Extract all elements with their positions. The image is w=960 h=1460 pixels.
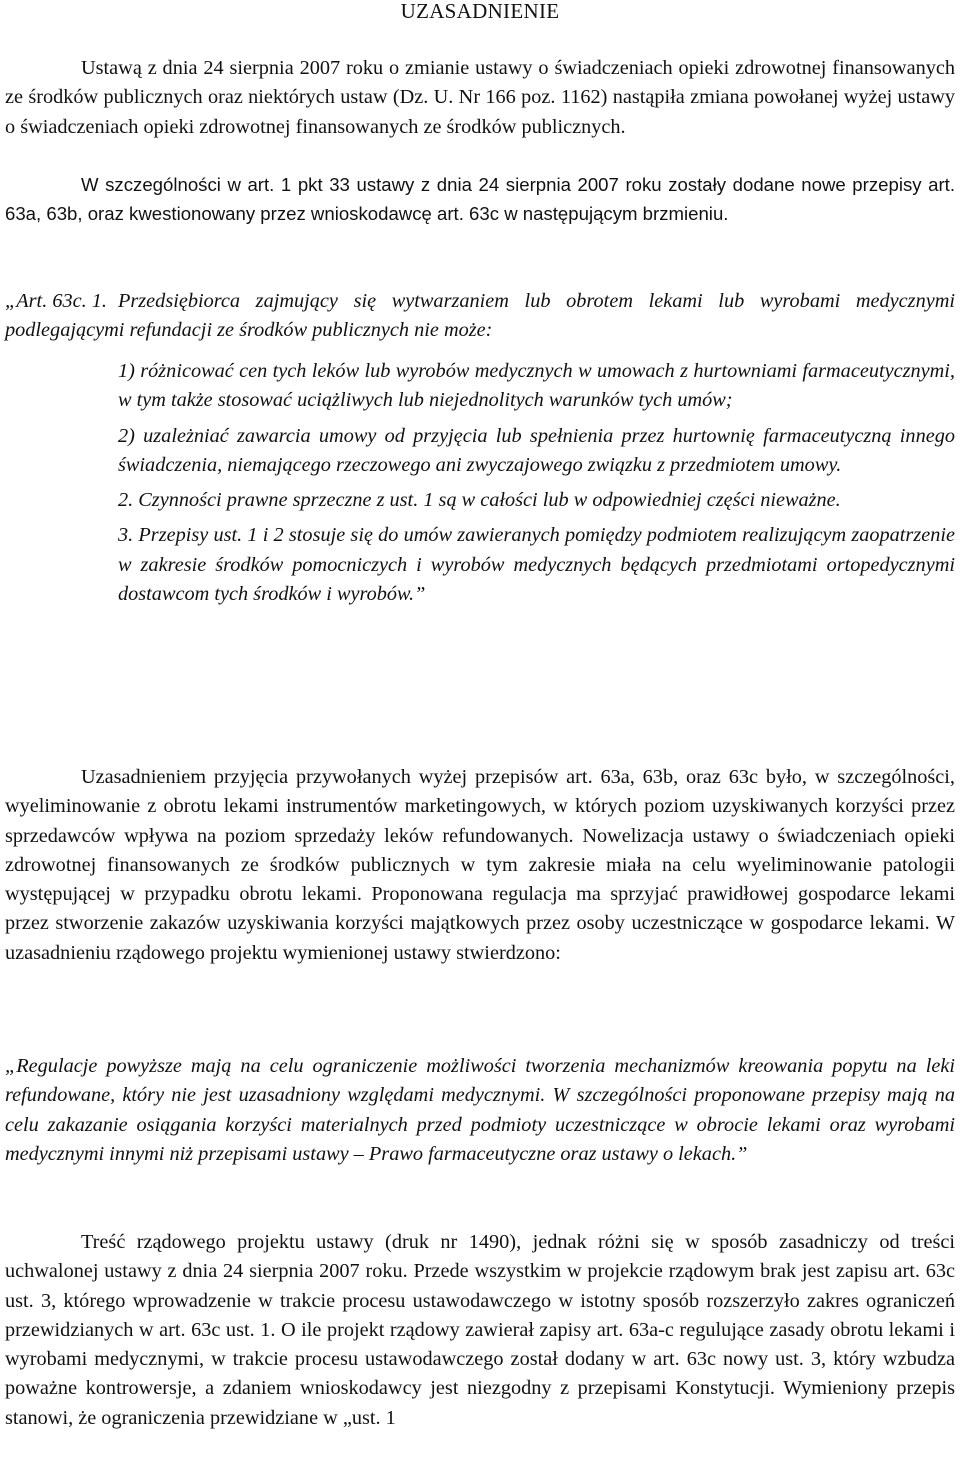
amendment-paragraph: W szczególności w art. 1 pkt 33 ustawy z dnia 24 sierpnia 2007 roku zostały dodane nowe przepisy art. 63a, 63b, oraz kwestionowany przez wnioskodawcę art. 63c w następującym brzmieniu. <box>5 174 955 225</box>
government-quote-title: Prawo farmaceutyczne oraz ustawy o lekach.” <box>368 1142 748 1165</box>
article-63c-items <box>118 357 955 609</box>
justification-paragraph: Uzasadnieniem przyjęcia przywołanych wyżej przepisów art. 63a, 63b, oraz 63c było, w szczególności, wyeliminowanie z obrotu lekami instrumentów marketingowych, w których poziom uzyskiwanych korzyści przez sprzedawców wpływa na poziom sprzedaży leków refundowanych. Nowelizacja ustawy o świadczeniach opieki zdrowotnej finansowanych ze środków publicznych w tym zakresie miała na celu wyeliminowanie patologii występującej w przypadku obrotu lekami. Proponowana regulacja ma sprzyjać prawidłowej gospodarce lekami przez stworzenie zakazów uzyskiwania korzyści majątkowych przez osoby uczestniczące w gospodarce lekami. W uzasadnieniu rządowego projektu wymienionej ustawy stwierdzono: <box>5 766 955 964</box>
government-quote-paragraph <box>5 1052 955 1169</box>
article-63c-ust-2: 2. Czynności prawne sprzeczne z ust. 1 są w całości lub w odpowiedniej części nieważne. <box>118 489 841 512</box>
document-heading: UZASADNIENIE <box>400 0 560 23</box>
article-63c-ust-3: 3. Przepisy ust. 1 i 2 stosuje się do umów zawieranych pomiędzy podmiotem realizującym zaopatrzenie w zakresie środków pomocniczych i wyrobów medycznych będących przedmiotami ortopedycznymi dostawcom tych środków i wyrobów.” <box>118 524 955 606</box>
article-63c-item-2: 2) uzależniać zawarcia umowy od przyjęcia lub spełnienia przez hurtownię farmaceutyczną innego świadczenia, niemającego rzeczowego ani zwyczajowego związku z przedmiotem umowy. <box>118 424 955 476</box>
government-quote-text: „Regulacje powyższe mają na celu ograniczenie możliwości tworzenia mechanizmów kreowania popytu na leki refundowane, który nie jest uzasadniony względami medycznymi. W szczególności proponowane przepisy mają na celu zakazanie osiągania korzyści materialnych przed podmioty uczestniczące w obrocie lekami oraz wyrobami medycznymi innymi niż przepisami ustawy – <box>5 1055 955 1165</box>
article-63c-lead: „Art. 63c. 1. <box>5 290 107 312</box>
intro-paragraph: Ustawą z dnia 24 sierpnia 2007 roku o zmianie ustawy o świadczeniach opieki zdrowotnej finansowanych ze środków publicznych oraz niektórych ustaw (Dz. U. Nr 166 poz. 1162) nastąpiła zmiana powołanej wyżej ustawy o świadczeniach opieki zdrowotnej finansowanych ze środków publicznych. <box>5 57 955 138</box>
article-63c-text: Przedsiębiorca zajmujący się wytwarzaniem lub obrotem lekami lub wyrobami medycznymi podlegającymi refundacji ze środków publicznych nie może: <box>5 290 955 342</box>
article-63c-paragraph <box>5 287 955 346</box>
article-63c-item-1: 1) różnicować cen tych leków lub wyrobów medycznych w umowach z hurtowniami farmaceutycznymi, w tym także stosować uciążliwych lub niejednolitych warunków tych umów; <box>118 360 955 412</box>
comparison-paragraph: Treść rządowego projektu ustawy (druk nr 1490), jednak różni się w sposób zasadniczy od treści uchwalonej ustawy z dnia 24 sierpnia 2007 roku. Przede wszystkim w projekcie rządowym brak jest zapisu art. 63c ust. 3, którego wprowadzenie w trakcie procesu ustawodawczego w istotny sposób rozszerzyło zakres ograniczeń przewidzianych w art. 63c ust. 1. O ile projekt rządowy zawierał zapisy art. 63a-c regulujące zasady obrotu lekami i wyrobami medycznymi, w trakcie procesu ustawodawczego został dodany w art. 63c nowy ust. 3, który wzbudza poważne kontrowersje, a zdaniem wnioskodawcy jest niezgodny z przepisami Konstytucji. Wymieniony przepis stanowi, że ograniczenia przewidziane w „ust. 1 <box>5 1231 955 1429</box>
